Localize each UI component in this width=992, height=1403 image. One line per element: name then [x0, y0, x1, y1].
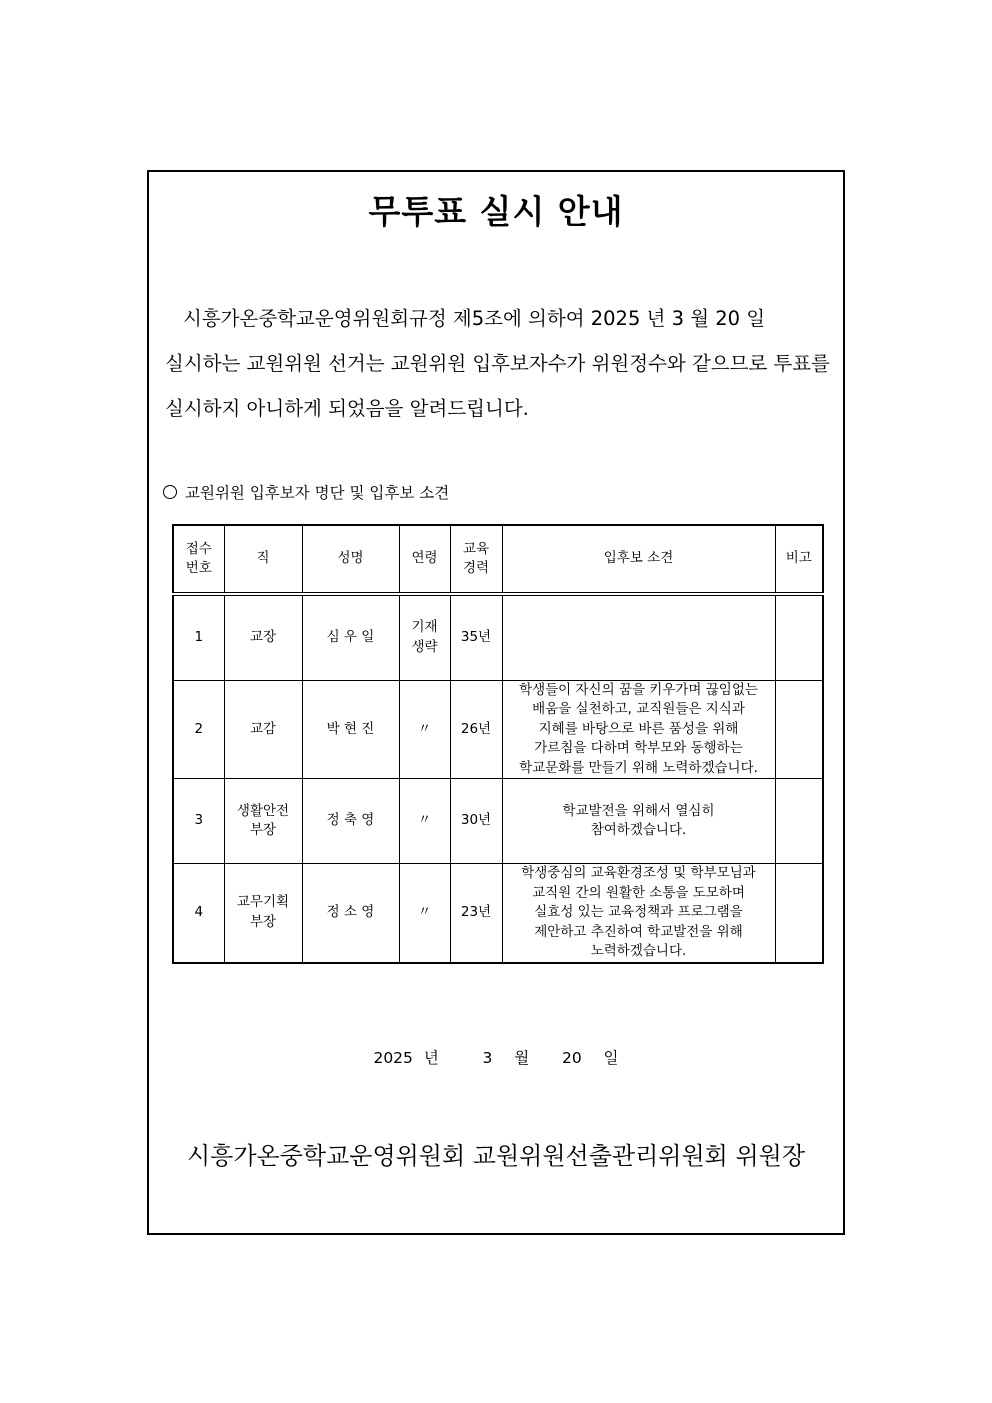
notice-line-1: 시흥가온중학교운영위원회규정 제5조에 의하여 2025 년 3 월 20 일 [183, 307, 766, 330]
cell-career: 23년 [450, 864, 502, 963]
cell-position: 교장 [224, 594, 302, 680]
cell-age: 〃 [399, 680, 450, 779]
cell-no: 3 [173, 779, 224, 864]
table-row [173, 680, 823, 779]
cell-statement: 학생중심의 교육환경조성 및 학부모님과 교직원 간의 원활한 소통을 도모하며 실효성 있는 교육정책과 프로그램을 제안하고 추진하여 학교발전을 위해 노력하겠습니다. [502, 864, 775, 963]
cell-career: 26년 [450, 680, 502, 779]
cell-age: 〃 [399, 779, 450, 864]
header-career: 교육 경력 [450, 525, 502, 594]
document-date: 2025 년 3 월 20 일 [373, 1049, 619, 1067]
cell-remarks [775, 594, 823, 680]
section-heading-text: 교원위원 입후보자 명단 및 입후보 소견 [185, 484, 450, 502]
cell-name: 정 축 영 [302, 779, 399, 864]
document-title: 무투표 실시 안내 [368, 192, 624, 231]
header-position: 직 [224, 525, 302, 594]
cell-age: 기재 생략 [399, 594, 450, 680]
cell-name: 박 현 진 [302, 680, 399, 779]
cell-statement: 학생들이 자신의 꿈을 키우가며 끊임없는 배움을 실천하고, 교직원들은 지식과 지혜를 바탕으로 바른 품성을 위해 가르침을 다하며 학부모와 동행하는 학교문화를 만들기 위해 노력하겠습니다. [502, 680, 775, 779]
cell-career: 30년 [450, 779, 502, 864]
table-row [173, 594, 823, 680]
cell-position: 교감 [224, 680, 302, 779]
header-statement: 입후보 소견 [502, 525, 775, 594]
circle-bullet-icon [163, 485, 177, 499]
cell-position: 생활안전 부장 [224, 779, 302, 864]
signature-line: 시흥가온중학교운영위원회 교원위원선출관리위원회 위원장 [186, 1142, 806, 1170]
table-row [173, 864, 823, 963]
cell-no: 2 [173, 680, 224, 779]
header-no: 접수 번호 [173, 525, 224, 594]
notice-line-2: 실시하는 교원위원 선거는 교원위원 입후보자수가 위원정수와 같으므로 투표를 [165, 352, 831, 375]
notice-paragraph [165, 296, 830, 431]
cell-name: 심 우 일 [302, 594, 399, 680]
cell-no: 4 [173, 864, 224, 963]
header-name: 성명 [302, 525, 399, 594]
cell-statement: 학교발전을 위해서 열심히 참여하겠습니다. [502, 779, 775, 864]
cell-statement [502, 594, 775, 680]
cell-career: 35년 [450, 594, 502, 680]
cell-no: 1 [173, 594, 224, 680]
cell-remarks [775, 779, 823, 864]
table-header-row [173, 525, 823, 594]
cell-remarks [775, 864, 823, 963]
notice-line-3: 실시하지 아니하게 되었음을 알려드립니다. [165, 397, 529, 420]
cell-position: 교무기획 부장 [224, 864, 302, 963]
cell-name: 정 소 영 [302, 864, 399, 963]
header-age: 연령 [399, 525, 450, 594]
cell-remarks [775, 680, 823, 779]
header-remarks: 비고 [775, 525, 823, 594]
candidate-table [172, 524, 824, 964]
section-heading [163, 481, 449, 503]
table-row [173, 779, 823, 864]
cell-age: 〃 [399, 864, 450, 963]
